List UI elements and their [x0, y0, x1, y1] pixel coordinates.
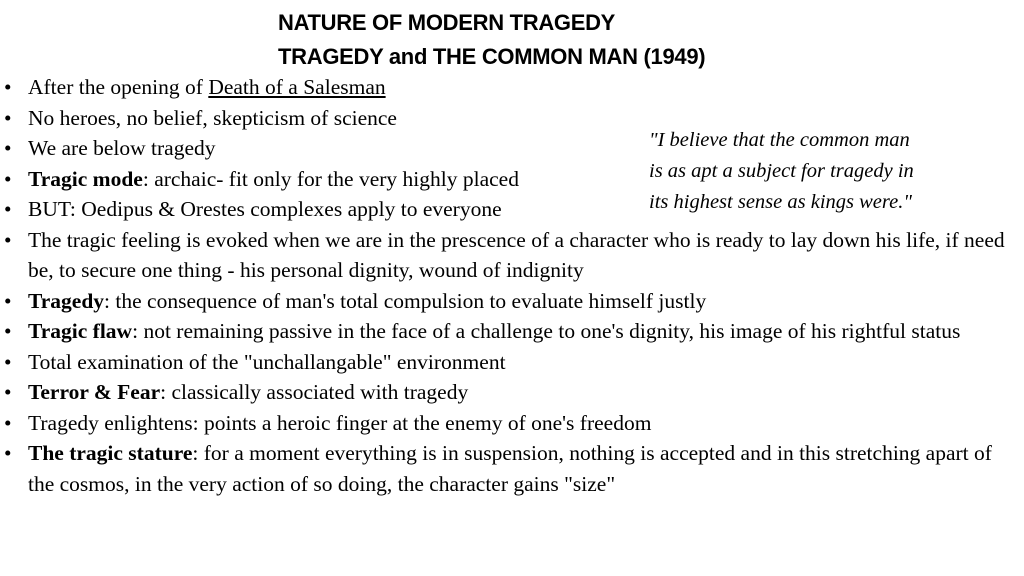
- bullet-icon: •: [4, 319, 12, 343]
- list-item: [0, 438, 1010, 499]
- bullet-text: Tragedy enlightens: points a heroic finger at the enemy of one's freedom: [28, 410, 652, 435]
- list-item: [0, 194, 668, 225]
- list-item: [0, 408, 1010, 439]
- list-item: [0, 72, 668, 103]
- bullet-icon: •: [4, 136, 12, 160]
- miller-quote: "I believe that the common man is as apt a subject for tragedy in its highest sense as kings were.": [649, 129, 914, 213]
- bullet-text: : classically associated with tragedy: [160, 380, 469, 404]
- bullet-icon: •: [4, 349, 12, 374]
- bullet-text: : the consequence of man's total compulsion to evaluate himself justly: [104, 288, 707, 313]
- play-title-link[interactable]: Death of a Salesman: [208, 75, 386, 99]
- bullet-icon: •: [4, 380, 12, 404]
- bullet-icon: •: [4, 166, 12, 191]
- slide-title: [278, 6, 705, 74]
- bullet-term: Terror & Fear: [28, 380, 161, 404]
- bullet-text: We are below tragedy: [28, 136, 216, 160]
- bullet-text: The tragic feeling is evoked when we are in the prescence of a character who is ready to lay down his life, if need be, to secure one thing - his personal dignity, wound of indignity: [28, 227, 1005, 282]
- list-item: [0, 225, 1010, 286]
- title-line-1: NATURE OF MODERN TRAGEDY: [278, 10, 616, 35]
- list-item: [0, 347, 1010, 378]
- bullet-text: : for a moment everything is in suspension, nothing is accepted and in this stretching apart of the cosmos, in the very action of so doing, the character gains "size": [28, 441, 992, 496]
- list-item: [0, 377, 1010, 408]
- bullet-icon: •: [4, 105, 12, 130]
- bullet-term: Tragic mode: [28, 166, 143, 191]
- bullet-icon: •: [4, 75, 12, 99]
- title-line-2: TRAGEDY and THE COMMON MAN (1949): [278, 44, 706, 69]
- bullet-icon: •: [4, 227, 12, 252]
- bullet-text: After the opening of: [28, 75, 209, 99]
- bullet-icon: •: [4, 410, 12, 435]
- bullet-icon: •: [4, 288, 12, 313]
- bullet-term: Tragic flaw: [28, 319, 133, 343]
- bullet-term: The tragic stature: [28, 441, 193, 465]
- bullet-icon: •: [4, 441, 12, 465]
- bullet-text: Total examination of the "unchallangable" environment: [28, 349, 506, 374]
- bullet-list: [0, 72, 1010, 499]
- bullet-text: No heroes, no belief, skepticism of science: [28, 105, 397, 130]
- bullet-text: BUT: Oedipus & Orestes complexes apply to everyone: [28, 197, 502, 221]
- list-item: [0, 164, 668, 195]
- bullet-text: : archaic- fit only for the very highly placed: [142, 166, 519, 191]
- list-item: [0, 316, 1010, 347]
- bullet-icon: •: [4, 197, 12, 221]
- list-item: [0, 286, 1010, 317]
- list-item: [0, 103, 668, 134]
- bullet-term: Tragedy: [28, 288, 105, 313]
- bullet-text: : not remaining passive in the face of a challenge to one's dignity, his image of his rightful status: [132, 319, 961, 343]
- list-item: [0, 133, 668, 164]
